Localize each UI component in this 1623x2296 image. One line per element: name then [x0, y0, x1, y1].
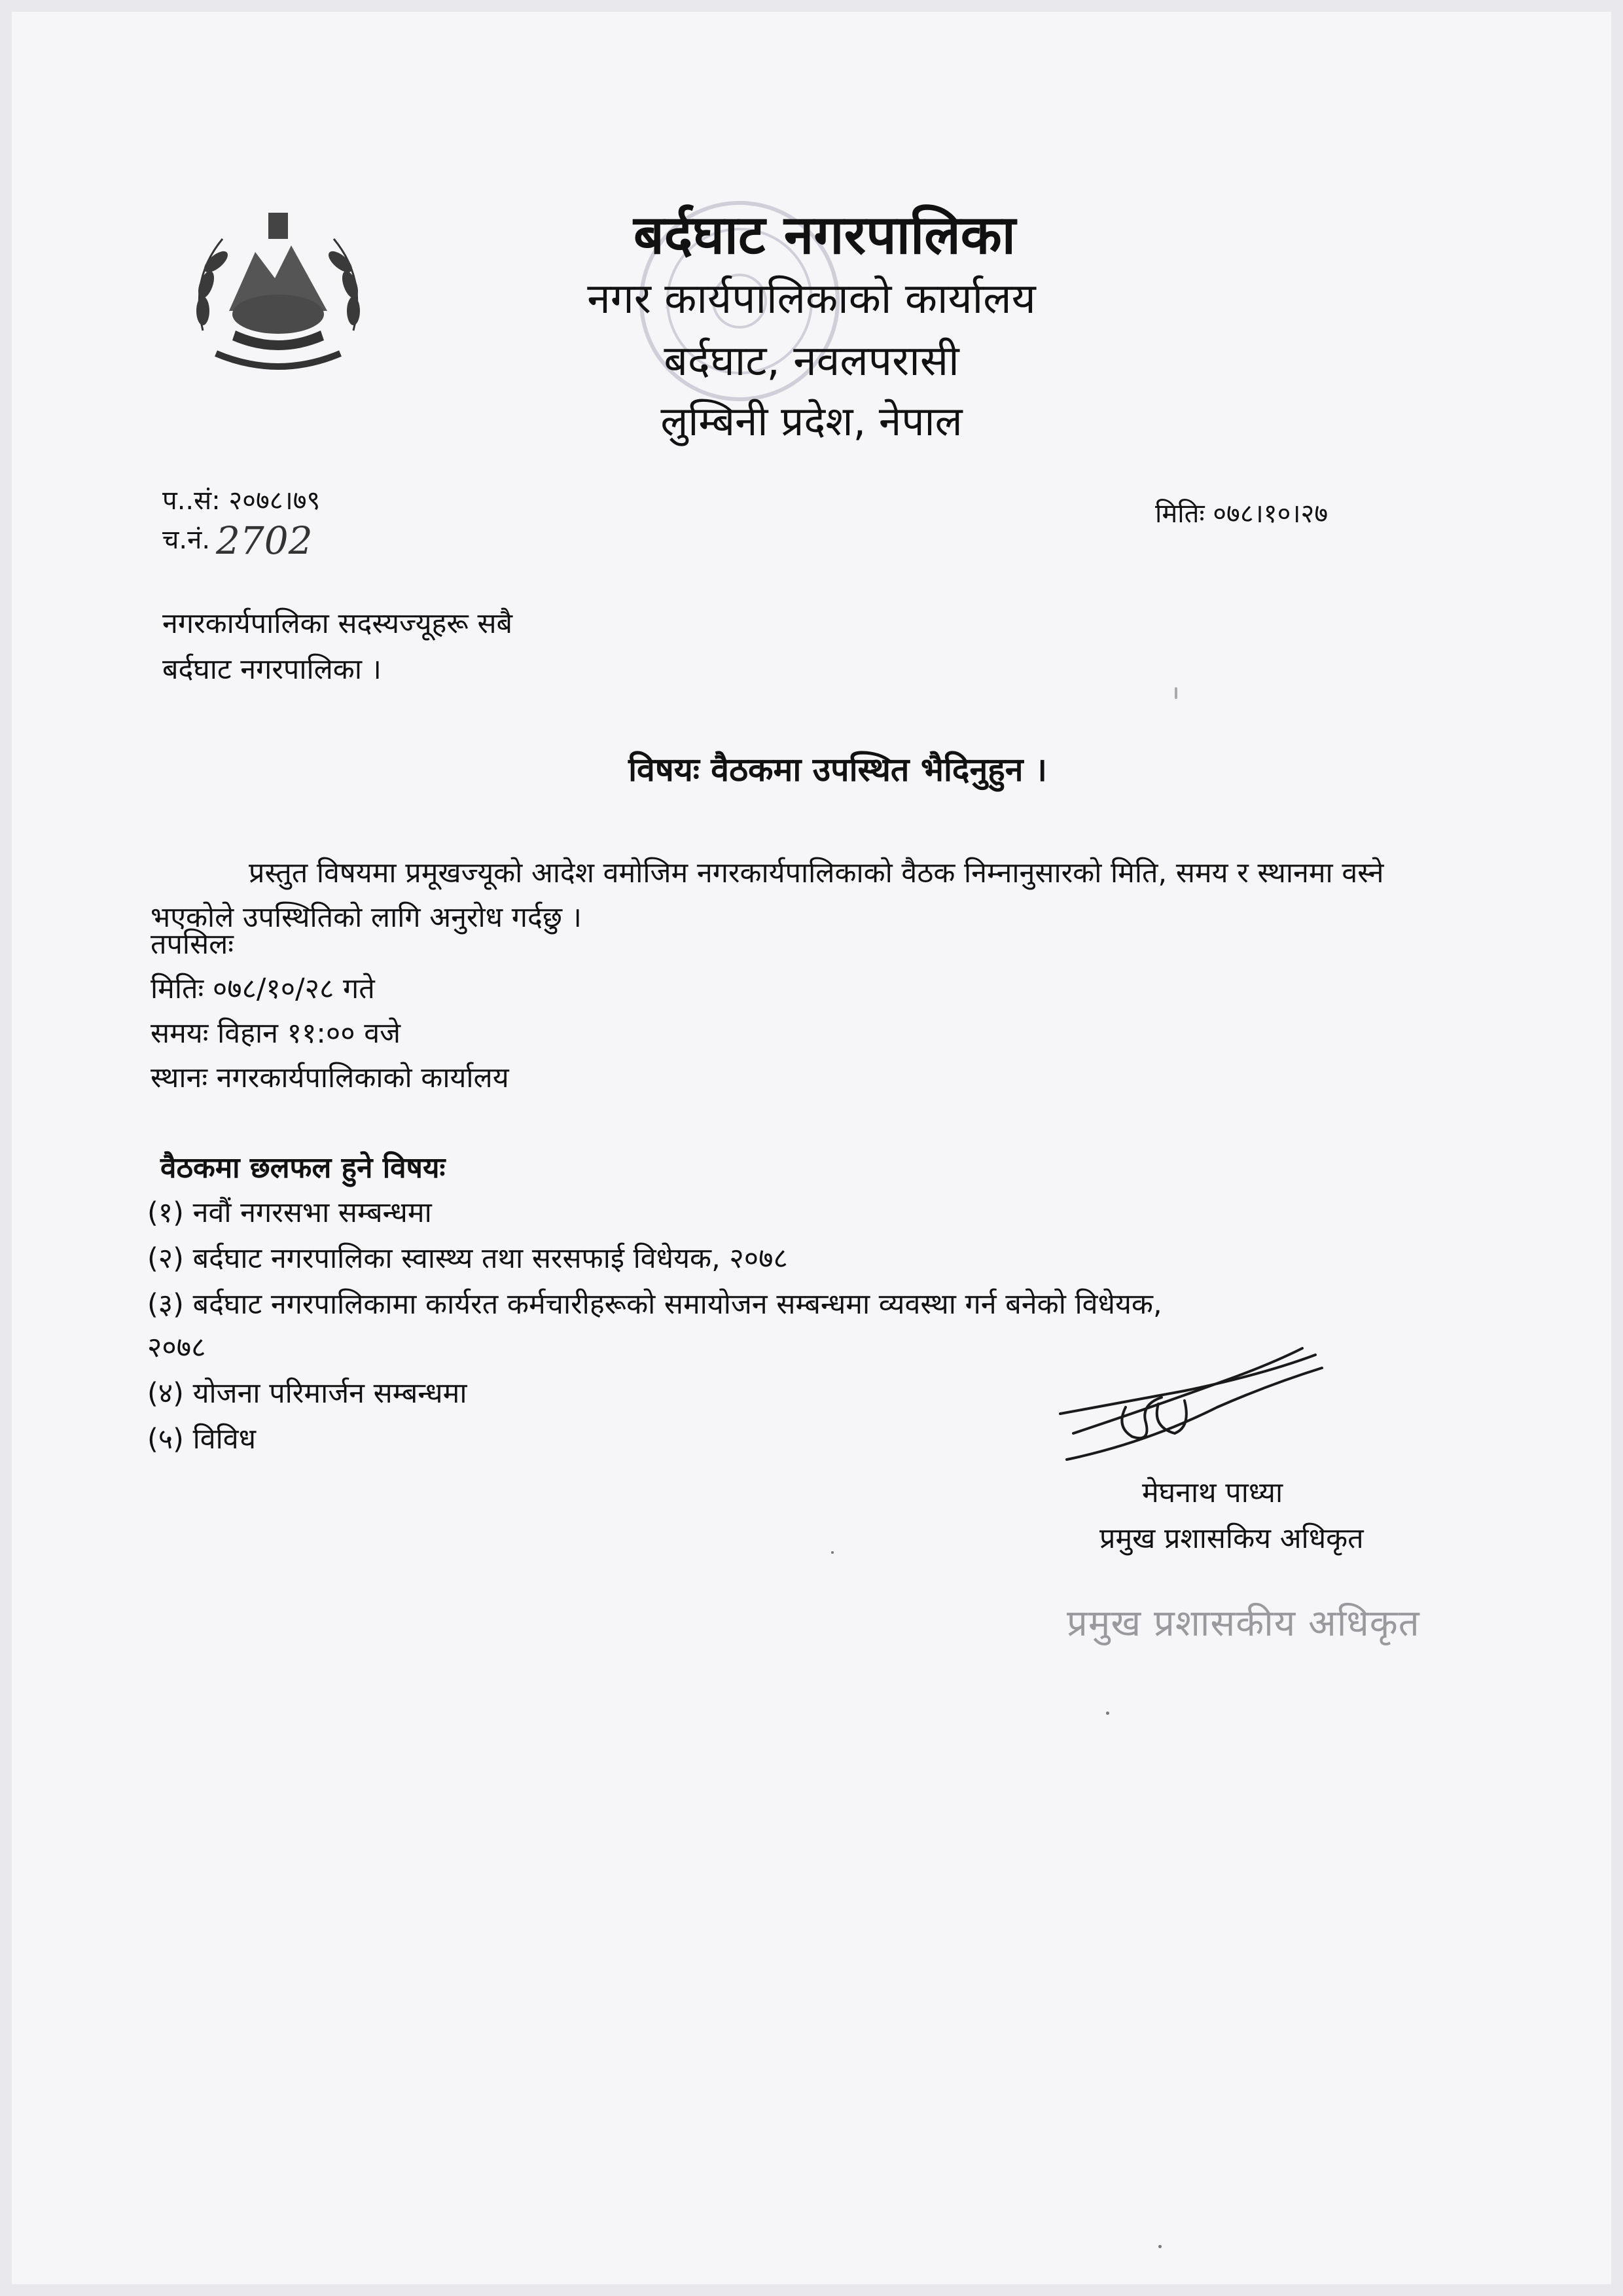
signatory-title: प्रमुख प्रशासकिय अधिकृत [1099, 1522, 1364, 1555]
paper-speck [1158, 2245, 1162, 2248]
meeting-time: समयः विहान ११:०० वजे [151, 1017, 401, 1050]
agenda-item: (२) बर्दघाट नगरपालिका स्वास्थ्य तथा सरसफाई विधेयक, २०७८ [147, 1242, 788, 1275]
details-label: तपसिलः [151, 928, 234, 961]
dispatch-number: 2702 [216, 518, 313, 563]
signatory-name: मेघनाथ पाध्या [1142, 1477, 1283, 1509]
agenda-item-continued: २०७८ [147, 1331, 206, 1364]
official-stamp: प्रमुख प्रशासकीय अधिकृत [1067, 1602, 1420, 1645]
province-country: लुम्बिनी प्रदेश, नेपाल [660, 397, 963, 445]
subject-line: विषयः वैठकमा उपस्थित भैदिनुहुन । [628, 751, 1047, 789]
body-paragraph: प्रस्तुत विषयमा प्रमूखज्यूको आदेश वमोजिम नगरकार्यपालिकाको वैठक निम्नानुसारको मिति, समय र स्थानमा वस्ने भएकोले उपस्थितिको लागि अनुरोध गर्दछु । [151, 857, 1384, 934]
recipient-line-2: बर्दघाट नगरपालिका । [162, 653, 382, 686]
agenda-item: (५) विविध [147, 1423, 257, 1456]
office-address: बर्दघाट, नवलपरासी [664, 337, 959, 386]
paper-speck [1175, 687, 1177, 699]
paper-speck [1106, 1712, 1109, 1715]
office-name: नगर कार्यपालिकाको कार्यालय [587, 275, 1036, 323]
dispatch-label: च.नं. [162, 525, 211, 555]
paper-speck [831, 1551, 834, 1554]
signature-icon [1054, 1329, 1329, 1473]
agenda-item: (४) योजना परिमार्जन सम्बन्धमा [147, 1377, 467, 1410]
agenda-heading: वैठकमा छलफल हुने विषयः [160, 1151, 446, 1185]
agenda-item: (१) नवौं नगरसभा सम्बन्धमा [147, 1196, 432, 1229]
meeting-date: मितिः ०७८/१०/२८ गते [151, 973, 375, 1005]
letter-reference-number: प..सं: २०७८।७९ [162, 486, 321, 516]
agenda-item: (३) बर्दघाट नगरपालिकामा कार्यरत कर्मचारीहरूको समायोजन सम्बन्धमा व्यवस्था गर्न बनेको विधेयक, [147, 1288, 1162, 1321]
meeting-place: स्थानः नगरकार्यपालिकाको कार्यालय [151, 1062, 509, 1094]
municipality-name: बर्दघाट नगरपालिका [633, 204, 1016, 266]
letter-date: मितिः ०७८।१०।२७ [1155, 499, 1329, 529]
recipient-line-1: नगरकार्यपालिका सदस्यज्यूहरू सबै [162, 607, 513, 640]
